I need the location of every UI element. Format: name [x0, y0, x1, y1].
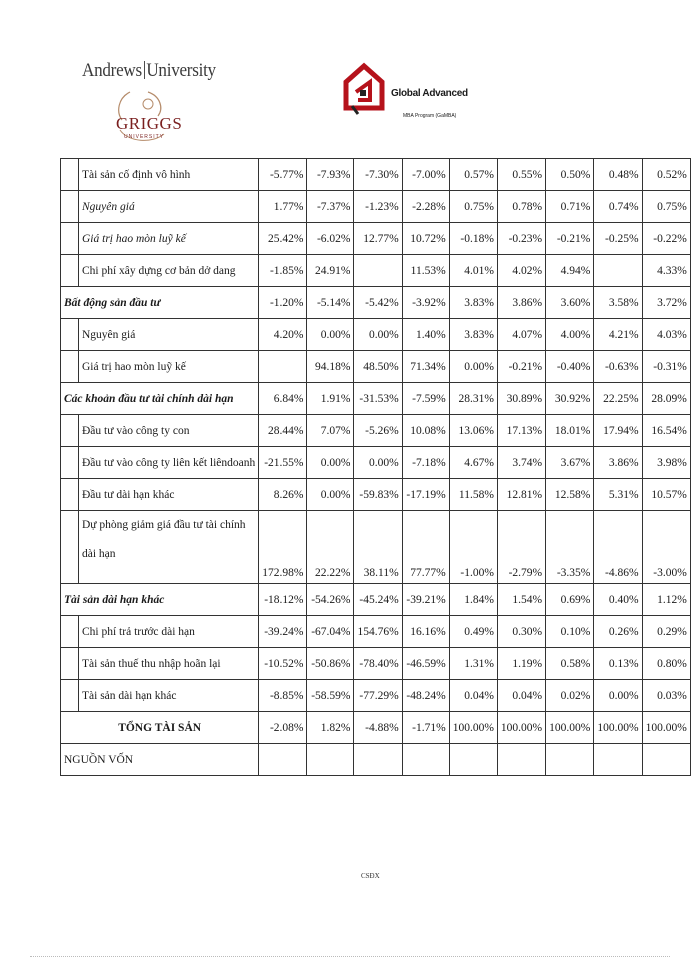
value-cell: 4.94% — [546, 255, 594, 287]
table-row — [61, 319, 691, 351]
value-cell: 172.98% — [259, 511, 307, 584]
value-cell: -2.08% — [259, 712, 307, 744]
value-cell: -0.25% — [594, 223, 642, 255]
value-cell: 11.58% — [449, 479, 497, 511]
table-row — [61, 159, 691, 191]
row-label: Bất động sản đầu tư — [61, 287, 259, 319]
row-label: Nguyên giá — [79, 191, 259, 223]
value-cell: -18.12% — [259, 584, 307, 616]
value-cell — [497, 744, 545, 776]
value-cell: 0.29% — [642, 616, 690, 648]
value-cell: -17.19% — [402, 479, 449, 511]
value-cell: -8.85% — [259, 680, 307, 712]
value-cell: 0.74% — [594, 191, 642, 223]
value-cell: 3.83% — [449, 287, 497, 319]
value-cell: -0.40% — [546, 351, 594, 383]
value-cell: 0.00% — [307, 447, 354, 479]
value-cell: -5.14% — [307, 287, 354, 319]
row-label: Giá trị hao mòn luỹ kế — [79, 351, 259, 383]
indent-cell — [61, 319, 79, 351]
griggs-university-logo — [108, 90, 183, 152]
value-cell: -21.55% — [259, 447, 307, 479]
value-cell — [354, 255, 402, 287]
table-row — [61, 511, 691, 584]
andrews-university-logo — [82, 60, 216, 82]
row-label: Đầu tư vào công ty liên kết liêndoanh — [79, 447, 259, 479]
page-header — [0, 0, 700, 158]
value-cell: 4.21% — [594, 319, 642, 351]
value-cell: -77.29% — [354, 680, 402, 712]
value-cell: 71.34% — [402, 351, 449, 383]
value-cell: 0.03% — [642, 680, 690, 712]
indent-cell — [61, 616, 79, 648]
table-row — [61, 223, 691, 255]
indent-cell — [61, 159, 79, 191]
value-cell: 0.13% — [594, 648, 642, 680]
value-cell: 0.02% — [546, 680, 594, 712]
value-cell: -54.26% — [307, 584, 354, 616]
value-cell: 38.11% — [354, 511, 402, 584]
value-cell: 10.08% — [402, 415, 449, 447]
value-cell: 0.26% — [594, 616, 642, 648]
value-cell: 12.58% — [546, 479, 594, 511]
value-cell: -50.86% — [307, 648, 354, 680]
indent-cell — [61, 648, 79, 680]
value-cell: 1.82% — [307, 712, 354, 744]
value-cell: 0.00% — [307, 479, 354, 511]
value-cell: 4.03% — [642, 319, 690, 351]
value-cell: 28.31% — [449, 383, 497, 415]
value-cell: 4.02% — [497, 255, 545, 287]
table-row — [61, 351, 691, 383]
value-cell: -3.35% — [546, 511, 594, 584]
value-cell: -7.18% — [402, 447, 449, 479]
value-cell — [594, 744, 642, 776]
value-cell: 0.52% — [642, 159, 690, 191]
row-label: Chi phí xây dựng cơ bản dở dang — [79, 255, 259, 287]
value-cell: 3.74% — [497, 447, 545, 479]
indent-cell — [61, 415, 79, 447]
value-cell: -7.30% — [354, 159, 402, 191]
value-cell: 16.16% — [402, 616, 449, 648]
value-cell: -10.52% — [259, 648, 307, 680]
row-label: Các khoản đầu tư tài chính dài hạn — [61, 383, 259, 415]
value-cell: 1.91% — [307, 383, 354, 415]
value-cell: 30.92% — [546, 383, 594, 415]
value-cell: 0.58% — [546, 648, 594, 680]
value-cell — [307, 744, 354, 776]
value-cell: -45.24% — [354, 584, 402, 616]
value-cell: 10.57% — [642, 479, 690, 511]
value-cell — [642, 744, 690, 776]
value-cell: 4.00% — [546, 319, 594, 351]
value-cell — [259, 744, 307, 776]
table-row — [61, 712, 691, 744]
value-cell: 3.72% — [642, 287, 690, 319]
row-label: Nguyên giá — [79, 319, 259, 351]
indent-cell — [61, 479, 79, 511]
global-advanced-name: Global Advanced — [391, 88, 468, 99]
value-cell: -7.00% — [402, 159, 449, 191]
value-cell: -5.77% — [259, 159, 307, 191]
value-cell: -6.02% — [307, 223, 354, 255]
value-cell: 12.81% — [497, 479, 545, 511]
value-cell: 0.75% — [642, 191, 690, 223]
table-row — [61, 191, 691, 223]
global-advanced-subtitle: MBA Program (GaMBA) — [403, 113, 457, 119]
value-cell: -1.00% — [449, 511, 497, 584]
value-cell: 0.04% — [449, 680, 497, 712]
value-cell: 1.77% — [259, 191, 307, 223]
row-label: Tài sản cố định vô hình — [79, 159, 259, 191]
value-cell: 18.01% — [546, 415, 594, 447]
value-cell: 10.72% — [402, 223, 449, 255]
table-row — [61, 744, 691, 776]
indent-cell — [61, 351, 79, 383]
value-cell: 1.40% — [402, 319, 449, 351]
indent-cell — [61, 680, 79, 712]
value-cell: -0.21% — [497, 351, 545, 383]
value-cell: -7.37% — [307, 191, 354, 223]
page-bottom-divider — [30, 956, 670, 957]
value-cell: 3.98% — [642, 447, 690, 479]
value-cell: 154.76% — [354, 616, 402, 648]
value-cell: -5.42% — [354, 287, 402, 319]
value-cell: 3.67% — [546, 447, 594, 479]
value-cell: 3.60% — [546, 287, 594, 319]
value-cell: -1.85% — [259, 255, 307, 287]
value-cell: 16.54% — [642, 415, 690, 447]
table-row — [61, 447, 691, 479]
andrews-logo-left: Andrews — [82, 60, 142, 81]
value-cell: -4.88% — [354, 712, 402, 744]
value-cell: -59.83% — [354, 479, 402, 511]
table-row — [61, 255, 691, 287]
row-label: Chi phí trả trước dài hạn — [79, 616, 259, 648]
value-cell: -0.31% — [642, 351, 690, 383]
value-cell: 12.77% — [354, 223, 402, 255]
value-cell: -1.71% — [402, 712, 449, 744]
value-cell: 1.12% — [642, 584, 690, 616]
value-cell: -3.00% — [642, 511, 690, 584]
value-cell: -3.92% — [402, 287, 449, 319]
value-cell: 0.49% — [449, 616, 497, 648]
value-cell: 0.78% — [497, 191, 545, 223]
value-cell: 1.84% — [449, 584, 497, 616]
value-cell: 0.04% — [497, 680, 545, 712]
row-label: Dự phòng giảm giá đầu tư tài chính dài hạn — [79, 511, 259, 584]
value-cell: 0.71% — [546, 191, 594, 223]
value-cell: -0.22% — [642, 223, 690, 255]
global-advanced-logo-icon — [342, 60, 386, 116]
value-cell — [259, 351, 307, 383]
value-cell: -2.79% — [497, 511, 545, 584]
table-row — [61, 616, 691, 648]
table-row — [61, 383, 691, 415]
griggs-logo-subtext: UNIVERSITY — [124, 134, 165, 140]
value-cell — [594, 255, 642, 287]
value-cell: 0.00% — [594, 680, 642, 712]
financial-ratio-table — [60, 158, 691, 776]
row-label: NGUỒN VỐN — [61, 744, 259, 776]
value-cell: 0.57% — [449, 159, 497, 191]
value-cell: 0.10% — [546, 616, 594, 648]
value-cell: 4.01% — [449, 255, 497, 287]
value-cell: 0.50% — [546, 159, 594, 191]
table-row — [61, 584, 691, 616]
value-cell: 0.48% — [594, 159, 642, 191]
table-row — [61, 680, 691, 712]
value-cell — [546, 744, 594, 776]
value-cell: 4.20% — [259, 319, 307, 351]
value-cell: 13.06% — [449, 415, 497, 447]
value-cell: 3.83% — [449, 319, 497, 351]
value-cell: -39.24% — [259, 616, 307, 648]
value-cell: -0.21% — [546, 223, 594, 255]
value-cell: -0.23% — [497, 223, 545, 255]
value-cell: 48.50% — [354, 351, 402, 383]
value-cell: 100.00% — [642, 712, 690, 744]
value-cell: 4.67% — [449, 447, 497, 479]
value-cell: 0.30% — [497, 616, 545, 648]
indent-cell — [61, 191, 79, 223]
value-cell: -0.18% — [449, 223, 497, 255]
value-cell: -5.26% — [354, 415, 402, 447]
value-cell: 11.53% — [402, 255, 449, 287]
value-cell: -4.86% — [594, 511, 642, 584]
value-cell: 0.00% — [354, 447, 402, 479]
value-cell: 17.94% — [594, 415, 642, 447]
row-label: TỔNG TÀI SẢN — [61, 712, 259, 744]
value-cell: 100.00% — [449, 712, 497, 744]
value-cell: -7.93% — [307, 159, 354, 191]
value-cell: 0.75% — [449, 191, 497, 223]
value-cell: -67.04% — [307, 616, 354, 648]
value-cell: 4.33% — [642, 255, 690, 287]
value-cell: 5.31% — [594, 479, 642, 511]
value-cell: 30.89% — [497, 383, 545, 415]
indent-cell — [61, 223, 79, 255]
value-cell: 77.77% — [402, 511, 449, 584]
value-cell: 25.42% — [259, 223, 307, 255]
value-cell: 0.69% — [546, 584, 594, 616]
value-cell — [449, 744, 497, 776]
value-cell: 17.13% — [497, 415, 545, 447]
value-cell: -2.28% — [402, 191, 449, 223]
value-cell: -1.20% — [259, 287, 307, 319]
value-cell: 6.84% — [259, 383, 307, 415]
row-label: Tài sản dài hạn khác — [79, 680, 259, 712]
table-row — [61, 415, 691, 447]
value-cell: 3.58% — [594, 287, 642, 319]
value-cell: 28.44% — [259, 415, 307, 447]
value-cell: 100.00% — [497, 712, 545, 744]
griggs-logo-text: GRIGGS — [116, 114, 183, 133]
value-cell: -1.23% — [354, 191, 402, 223]
value-cell: 4.07% — [497, 319, 545, 351]
value-cell — [354, 744, 402, 776]
value-cell: 3.86% — [594, 447, 642, 479]
table-row — [61, 287, 691, 319]
value-cell: 28.09% — [642, 383, 690, 415]
table-row — [61, 479, 691, 511]
value-cell: 0.55% — [497, 159, 545, 191]
value-cell: 100.00% — [546, 712, 594, 744]
indent-cell — [61, 511, 79, 584]
row-label: Tài sản thuế thu nhập hoãn lại — [79, 648, 259, 680]
row-label: Tài sản dài hạn khác — [61, 584, 259, 616]
value-cell: -58.59% — [307, 680, 354, 712]
value-cell: -31.53% — [354, 383, 402, 415]
value-cell: -78.40% — [354, 648, 402, 680]
value-cell: -0.63% — [594, 351, 642, 383]
value-cell: 3.86% — [497, 287, 545, 319]
value-cell: 0.00% — [449, 351, 497, 383]
value-cell: -48.24% — [402, 680, 449, 712]
value-cell: 7.07% — [307, 415, 354, 447]
value-cell: 0.80% — [642, 648, 690, 680]
value-cell: 22.22% — [307, 511, 354, 584]
andrews-logo-divider — [144, 61, 145, 79]
table-row — [61, 648, 691, 680]
value-cell: 0.00% — [307, 319, 354, 351]
indent-cell — [61, 447, 79, 479]
value-cell: -46.59% — [402, 648, 449, 680]
value-cell: 24.91% — [307, 255, 354, 287]
value-cell — [402, 744, 449, 776]
row-label: Đầu tư dài hạn khác — [79, 479, 259, 511]
value-cell: 0.40% — [594, 584, 642, 616]
row-label: Đầu tư vào công ty con — [79, 415, 259, 447]
value-cell: 1.31% — [449, 648, 497, 680]
value-cell: 1.54% — [497, 584, 545, 616]
value-cell: 94.18% — [307, 351, 354, 383]
indent-cell — [61, 255, 79, 287]
andrews-logo-right: University — [146, 60, 216, 81]
value-cell: 22.25% — [594, 383, 642, 415]
value-cell: 1.19% — [497, 648, 545, 680]
row-label: Giá trị hao mòn luỹ kế — [79, 223, 259, 255]
value-cell: 8.26% — [259, 479, 307, 511]
value-cell: -7.59% — [402, 383, 449, 415]
value-cell: 100.00% — [594, 712, 642, 744]
value-cell: -39.21% — [402, 584, 449, 616]
footer-mark: CSĐX — [361, 872, 380, 880]
value-cell: 0.00% — [354, 319, 402, 351]
